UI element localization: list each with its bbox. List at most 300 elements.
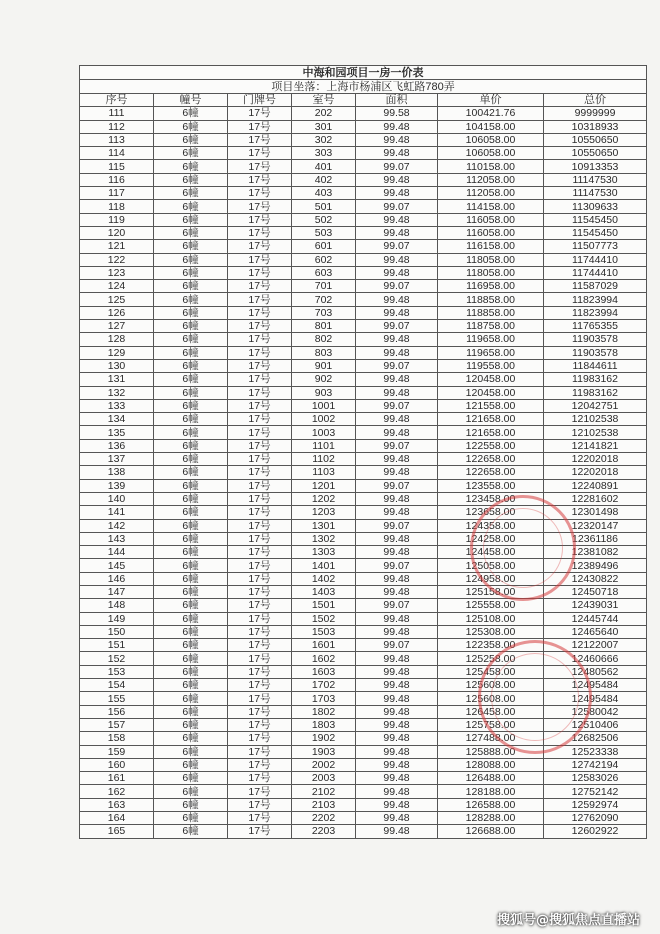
seq-cell: 141 bbox=[80, 506, 154, 519]
table-row bbox=[80, 359, 647, 372]
room-no-cell: 901 bbox=[292, 359, 356, 372]
building-cell: 6幢 bbox=[154, 599, 228, 612]
table-row bbox=[80, 120, 647, 133]
area-cell: 99.48 bbox=[356, 173, 438, 186]
door-no-cell: 17号 bbox=[228, 798, 292, 811]
unit-price-cell: 116058.00 bbox=[438, 213, 544, 226]
unit-price-cell: 100421.76 bbox=[438, 107, 544, 120]
seq-cell: 159 bbox=[80, 745, 154, 758]
total-price-cell: 12202018 bbox=[544, 453, 647, 466]
area-cell: 99.07 bbox=[356, 439, 438, 452]
unit-price-cell: 125608.00 bbox=[438, 679, 544, 692]
door-no-cell: 17号 bbox=[228, 346, 292, 359]
unit-price-cell: 122358.00 bbox=[438, 639, 544, 652]
header-room-no: 室号 bbox=[292, 94, 356, 107]
unit-price-cell: 125608.00 bbox=[438, 692, 544, 705]
room-no-cell: 2202 bbox=[292, 812, 356, 825]
door-no-cell: 17号 bbox=[228, 147, 292, 160]
table-row bbox=[80, 639, 647, 652]
room-no-cell: 702 bbox=[292, 293, 356, 306]
header-building: 幢号 bbox=[154, 94, 228, 107]
seq-cell: 163 bbox=[80, 798, 154, 811]
building-cell: 6幢 bbox=[154, 187, 228, 200]
total-price-cell: 10318933 bbox=[544, 120, 647, 133]
total-price-cell: 12042751 bbox=[544, 399, 647, 412]
total-price-cell: 11903578 bbox=[544, 333, 647, 346]
total-price-cell: 11903578 bbox=[544, 346, 647, 359]
seq-cell: 120 bbox=[80, 226, 154, 239]
building-cell: 6幢 bbox=[154, 173, 228, 186]
unit-price-cell: 104158.00 bbox=[438, 120, 544, 133]
total-price-cell: 12445744 bbox=[544, 612, 647, 625]
unit-price-cell: 124958.00 bbox=[438, 572, 544, 585]
door-no-cell: 17号 bbox=[228, 479, 292, 492]
total-price-cell: 12281602 bbox=[544, 492, 647, 505]
title-row bbox=[80, 66, 647, 80]
seq-cell: 122 bbox=[80, 253, 154, 266]
area-cell: 99.48 bbox=[356, 772, 438, 785]
table-row bbox=[80, 758, 647, 771]
table-row bbox=[80, 812, 647, 825]
building-cell: 6幢 bbox=[154, 559, 228, 572]
total-price-cell: 12361186 bbox=[544, 532, 647, 545]
seq-cell: 126 bbox=[80, 306, 154, 319]
table-row bbox=[80, 479, 647, 492]
table-row bbox=[80, 732, 647, 745]
building-cell: 6幢 bbox=[154, 399, 228, 412]
seq-cell: 151 bbox=[80, 639, 154, 652]
column-header-row bbox=[80, 94, 647, 107]
door-no-cell: 17号 bbox=[228, 745, 292, 758]
table-row bbox=[80, 506, 647, 519]
door-no-cell: 17号 bbox=[228, 506, 292, 519]
area-cell: 99.07 bbox=[356, 320, 438, 333]
table-row bbox=[80, 599, 647, 612]
total-price-cell: 12122007 bbox=[544, 639, 647, 652]
seq-cell: 145 bbox=[80, 559, 154, 572]
area-cell: 99.07 bbox=[356, 240, 438, 253]
header-seq: 序号 bbox=[80, 94, 154, 107]
building-cell: 6幢 bbox=[154, 306, 228, 319]
unit-price-cell: 125888.00 bbox=[438, 745, 544, 758]
building-cell: 6幢 bbox=[154, 147, 228, 160]
unit-price-cell: 123458.00 bbox=[438, 492, 544, 505]
area-cell: 99.48 bbox=[356, 812, 438, 825]
door-no-cell: 17号 bbox=[228, 107, 292, 120]
area-cell: 99.48 bbox=[356, 492, 438, 505]
building-cell: 6幢 bbox=[154, 479, 228, 492]
total-price-cell: 12301498 bbox=[544, 506, 647, 519]
area-cell: 99.48 bbox=[356, 785, 438, 798]
total-price-cell: 11823994 bbox=[544, 293, 647, 306]
door-no-cell: 17号 bbox=[228, 373, 292, 386]
building-cell: 6幢 bbox=[154, 346, 228, 359]
table-row bbox=[80, 439, 647, 452]
area-cell: 99.48 bbox=[356, 466, 438, 479]
room-no-cell: 1502 bbox=[292, 612, 356, 625]
area-cell: 99.07 bbox=[356, 519, 438, 532]
unit-price-cell: 121658.00 bbox=[438, 426, 544, 439]
unit-price-cell: 120458.00 bbox=[438, 373, 544, 386]
unit-price-cell: 120458.00 bbox=[438, 386, 544, 399]
table-row bbox=[80, 559, 647, 572]
building-cell: 6幢 bbox=[154, 200, 228, 213]
unit-price-cell: 118858.00 bbox=[438, 306, 544, 319]
door-no-cell: 17号 bbox=[228, 572, 292, 585]
room-no-cell: 1703 bbox=[292, 692, 356, 705]
table-row bbox=[80, 386, 647, 399]
seq-cell: 137 bbox=[80, 453, 154, 466]
door-no-cell: 17号 bbox=[228, 413, 292, 426]
door-no-cell: 17号 bbox=[228, 585, 292, 598]
area-cell: 99.48 bbox=[356, 147, 438, 160]
unit-price-cell: 124458.00 bbox=[438, 546, 544, 559]
seq-cell: 147 bbox=[80, 585, 154, 598]
total-price-cell: 10550650 bbox=[544, 133, 647, 146]
table-row bbox=[80, 160, 647, 173]
table-row bbox=[80, 373, 647, 386]
table-row bbox=[80, 679, 647, 692]
total-price-cell: 12102538 bbox=[544, 426, 647, 439]
room-no-cell: 301 bbox=[292, 120, 356, 133]
area-cell: 99.07 bbox=[356, 280, 438, 293]
price-list-table bbox=[79, 65, 647, 839]
table-row bbox=[80, 266, 647, 279]
building-cell: 6幢 bbox=[154, 625, 228, 638]
unit-price-cell: 112058.00 bbox=[438, 187, 544, 200]
building-cell: 6幢 bbox=[154, 107, 228, 120]
building-cell: 6幢 bbox=[154, 546, 228, 559]
area-cell: 99.48 bbox=[356, 679, 438, 692]
room-no-cell: 1602 bbox=[292, 652, 356, 665]
building-cell: 6幢 bbox=[154, 585, 228, 598]
door-no-cell: 17号 bbox=[228, 200, 292, 213]
area-cell: 99.48 bbox=[356, 705, 438, 718]
room-no-cell: 1402 bbox=[292, 572, 356, 585]
total-price-cell: 12580042 bbox=[544, 705, 647, 718]
unit-price-cell: 125158.00 bbox=[438, 585, 544, 598]
total-price-cell: 11545450 bbox=[544, 226, 647, 239]
area-cell: 99.48 bbox=[356, 426, 438, 439]
unit-price-cell: 123658.00 bbox=[438, 506, 544, 519]
total-price-cell: 11309633 bbox=[544, 200, 647, 213]
unit-price-cell: 118058.00 bbox=[438, 253, 544, 266]
unit-price-cell: 112058.00 bbox=[438, 173, 544, 186]
room-no-cell: 302 bbox=[292, 133, 356, 146]
seq-cell: 142 bbox=[80, 519, 154, 532]
room-no-cell: 1203 bbox=[292, 506, 356, 519]
total-price-cell: 11147530 bbox=[544, 173, 647, 186]
seq-cell: 138 bbox=[80, 466, 154, 479]
room-no-cell: 2002 bbox=[292, 758, 356, 771]
unit-price-cell: 114158.00 bbox=[438, 200, 544, 213]
door-no-cell: 17号 bbox=[228, 679, 292, 692]
room-no-cell: 902 bbox=[292, 373, 356, 386]
door-no-cell: 17号 bbox=[228, 333, 292, 346]
room-no-cell: 903 bbox=[292, 386, 356, 399]
seq-cell: 121 bbox=[80, 240, 154, 253]
total-price-cell: 12141821 bbox=[544, 439, 647, 452]
room-no-cell: 803 bbox=[292, 346, 356, 359]
total-price-cell: 12480562 bbox=[544, 665, 647, 678]
unit-price-cell: 125458.00 bbox=[438, 665, 544, 678]
door-no-cell: 17号 bbox=[228, 812, 292, 825]
area-cell: 99.48 bbox=[356, 253, 438, 266]
table-row bbox=[80, 532, 647, 545]
building-cell: 6幢 bbox=[154, 160, 228, 173]
seq-cell: 135 bbox=[80, 426, 154, 439]
area-cell: 99.48 bbox=[356, 745, 438, 758]
room-no-cell: 1902 bbox=[292, 732, 356, 745]
total-price-cell: 12682506 bbox=[544, 732, 647, 745]
total-price-cell: 11744410 bbox=[544, 253, 647, 266]
seq-cell: 119 bbox=[80, 213, 154, 226]
door-no-cell: 17号 bbox=[228, 532, 292, 545]
door-no-cell: 17号 bbox=[228, 612, 292, 625]
area-cell: 99.48 bbox=[356, 758, 438, 771]
seq-cell: 149 bbox=[80, 612, 154, 625]
door-no-cell: 17号 bbox=[228, 705, 292, 718]
room-no-cell: 602 bbox=[292, 253, 356, 266]
room-no-cell: 703 bbox=[292, 306, 356, 319]
table-row bbox=[80, 705, 647, 718]
table-row bbox=[80, 200, 647, 213]
room-no-cell: 1403 bbox=[292, 585, 356, 598]
area-cell: 99.07 bbox=[356, 200, 438, 213]
unit-price-cell: 118758.00 bbox=[438, 320, 544, 333]
table-row bbox=[80, 147, 647, 160]
room-no-cell: 1002 bbox=[292, 413, 356, 426]
seq-cell: 155 bbox=[80, 692, 154, 705]
room-no-cell: 402 bbox=[292, 173, 356, 186]
door-no-cell: 17号 bbox=[228, 492, 292, 505]
building-cell: 6幢 bbox=[154, 386, 228, 399]
building-cell: 6幢 bbox=[154, 266, 228, 279]
unit-price-cell: 116958.00 bbox=[438, 280, 544, 293]
seq-cell: 130 bbox=[80, 359, 154, 372]
unit-price-cell: 128288.00 bbox=[438, 812, 544, 825]
unit-price-cell: 122558.00 bbox=[438, 439, 544, 452]
unit-price-cell: 121658.00 bbox=[438, 413, 544, 426]
room-no-cell: 1603 bbox=[292, 665, 356, 678]
door-no-cell: 17号 bbox=[228, 399, 292, 412]
area-cell: 99.48 bbox=[356, 665, 438, 678]
total-price-cell: 12240891 bbox=[544, 479, 647, 492]
room-no-cell: 401 bbox=[292, 160, 356, 173]
unit-price-cell: 122658.00 bbox=[438, 466, 544, 479]
table-row bbox=[80, 718, 647, 731]
room-no-cell: 303 bbox=[292, 147, 356, 160]
room-no-cell: 1702 bbox=[292, 679, 356, 692]
building-cell: 6幢 bbox=[154, 413, 228, 426]
room-no-cell: 1601 bbox=[292, 639, 356, 652]
room-no-cell: 502 bbox=[292, 213, 356, 226]
door-no-cell: 17号 bbox=[228, 226, 292, 239]
seq-cell: 116 bbox=[80, 173, 154, 186]
total-price-cell: 11983162 bbox=[544, 386, 647, 399]
unit-price-cell: 125758.00 bbox=[438, 718, 544, 731]
total-price-cell: 12439031 bbox=[544, 599, 647, 612]
door-no-cell: 17号 bbox=[228, 692, 292, 705]
seq-cell: 156 bbox=[80, 705, 154, 718]
room-no-cell: 1401 bbox=[292, 559, 356, 572]
room-no-cell: 2203 bbox=[292, 825, 356, 838]
room-no-cell: 1201 bbox=[292, 479, 356, 492]
total-price-cell: 12523338 bbox=[544, 745, 647, 758]
header-total-price: 总价 bbox=[544, 94, 647, 107]
unit-price-cell: 122658.00 bbox=[438, 453, 544, 466]
unit-price-cell: 125558.00 bbox=[438, 599, 544, 612]
seq-cell: 111 bbox=[80, 107, 154, 120]
unit-price-cell: 126588.00 bbox=[438, 798, 544, 811]
table-row bbox=[80, 785, 647, 798]
total-price-cell: 9999999 bbox=[544, 107, 647, 120]
total-price-cell: 12430822 bbox=[544, 572, 647, 585]
building-cell: 6幢 bbox=[154, 532, 228, 545]
total-price-cell: 11983162 bbox=[544, 373, 647, 386]
building-cell: 6幢 bbox=[154, 506, 228, 519]
total-price-cell: 11744410 bbox=[544, 266, 647, 279]
area-cell: 99.07 bbox=[356, 359, 438, 372]
unit-price-cell: 119658.00 bbox=[438, 333, 544, 346]
seq-cell: 160 bbox=[80, 758, 154, 771]
room-no-cell: 1303 bbox=[292, 546, 356, 559]
table-row bbox=[80, 187, 647, 200]
table-row bbox=[80, 293, 647, 306]
seq-cell: 129 bbox=[80, 346, 154, 359]
area-cell: 99.48 bbox=[356, 187, 438, 200]
seq-cell: 140 bbox=[80, 492, 154, 505]
door-no-cell: 17号 bbox=[228, 559, 292, 572]
total-price-cell: 12583026 bbox=[544, 772, 647, 785]
room-no-cell: 802 bbox=[292, 333, 356, 346]
table-row bbox=[80, 240, 647, 253]
area-cell: 99.48 bbox=[356, 226, 438, 239]
area-cell: 99.48 bbox=[356, 585, 438, 598]
door-no-cell: 17号 bbox=[228, 173, 292, 186]
room-no-cell: 1102 bbox=[292, 453, 356, 466]
seq-cell: 158 bbox=[80, 732, 154, 745]
seq-cell: 150 bbox=[80, 625, 154, 638]
door-no-cell: 17号 bbox=[228, 306, 292, 319]
header-unit-price: 单价 bbox=[438, 94, 544, 107]
building-cell: 6幢 bbox=[154, 825, 228, 838]
area-cell: 99.48 bbox=[356, 293, 438, 306]
area-cell: 99.07 bbox=[356, 479, 438, 492]
building-cell: 6幢 bbox=[154, 785, 228, 798]
total-price-cell: 12202018 bbox=[544, 466, 647, 479]
source-watermark: 搜狐号@搜狐焦点直播站 bbox=[496, 913, 640, 928]
building-cell: 6幢 bbox=[154, 373, 228, 386]
table-row bbox=[80, 745, 647, 758]
room-no-cell: 501 bbox=[292, 200, 356, 213]
seq-cell: 161 bbox=[80, 772, 154, 785]
building-cell: 6幢 bbox=[154, 798, 228, 811]
room-no-cell: 1301 bbox=[292, 519, 356, 532]
building-cell: 6幢 bbox=[154, 612, 228, 625]
building-cell: 6幢 bbox=[154, 665, 228, 678]
seq-cell: 124 bbox=[80, 280, 154, 293]
total-price-cell: 12381082 bbox=[544, 546, 647, 559]
room-no-cell: 503 bbox=[292, 226, 356, 239]
unit-price-cell: 125258.00 bbox=[438, 652, 544, 665]
seq-cell: 114 bbox=[80, 147, 154, 160]
table-row bbox=[80, 399, 647, 412]
building-cell: 6幢 bbox=[154, 772, 228, 785]
table-row bbox=[80, 426, 647, 439]
unit-price-cell: 119658.00 bbox=[438, 346, 544, 359]
door-no-cell: 17号 bbox=[228, 639, 292, 652]
seq-cell: 152 bbox=[80, 652, 154, 665]
door-no-cell: 17号 bbox=[228, 240, 292, 253]
room-no-cell: 603 bbox=[292, 266, 356, 279]
seq-cell: 139 bbox=[80, 479, 154, 492]
seq-cell: 154 bbox=[80, 679, 154, 692]
seq-cell: 162 bbox=[80, 785, 154, 798]
door-no-cell: 17号 bbox=[228, 732, 292, 745]
unit-price-cell: 116158.00 bbox=[438, 240, 544, 253]
building-cell: 6幢 bbox=[154, 359, 228, 372]
building-cell: 6幢 bbox=[154, 226, 228, 239]
building-cell: 6幢 bbox=[154, 280, 228, 293]
seq-cell: 113 bbox=[80, 133, 154, 146]
location-row bbox=[80, 80, 647, 94]
table-row bbox=[80, 213, 647, 226]
door-no-cell: 17号 bbox=[228, 453, 292, 466]
total-price-cell: 11765355 bbox=[544, 320, 647, 333]
door-no-cell: 17号 bbox=[228, 386, 292, 399]
document-title: 中海和园项目一房一价表 bbox=[80, 66, 647, 80]
seq-cell: 118 bbox=[80, 200, 154, 213]
room-no-cell: 1803 bbox=[292, 718, 356, 731]
total-price-cell: 11507773 bbox=[544, 240, 647, 253]
unit-price-cell: 125308.00 bbox=[438, 625, 544, 638]
door-no-cell: 17号 bbox=[228, 625, 292, 638]
total-price-cell: 11823994 bbox=[544, 306, 647, 319]
room-no-cell: 202 bbox=[292, 107, 356, 120]
door-no-cell: 17号 bbox=[228, 253, 292, 266]
total-price-cell: 12102538 bbox=[544, 413, 647, 426]
table-row bbox=[80, 612, 647, 625]
door-no-cell: 17号 bbox=[228, 213, 292, 226]
building-cell: 6幢 bbox=[154, 758, 228, 771]
total-price-cell: 10550650 bbox=[544, 147, 647, 160]
total-price-cell: 11147530 bbox=[544, 187, 647, 200]
price-rows bbox=[80, 107, 647, 838]
unit-price-cell: 121558.00 bbox=[438, 399, 544, 412]
door-no-cell: 17号 bbox=[228, 120, 292, 133]
room-no-cell: 1802 bbox=[292, 705, 356, 718]
seq-cell: 117 bbox=[80, 187, 154, 200]
building-cell: 6幢 bbox=[154, 133, 228, 146]
area-cell: 99.48 bbox=[356, 652, 438, 665]
room-no-cell: 1501 bbox=[292, 599, 356, 612]
building-cell: 6幢 bbox=[154, 333, 228, 346]
area-cell: 99.48 bbox=[356, 532, 438, 545]
area-cell: 99.48 bbox=[356, 625, 438, 638]
building-cell: 6幢 bbox=[154, 718, 228, 731]
total-price-cell: 12742194 bbox=[544, 758, 647, 771]
total-price-cell: 12495484 bbox=[544, 679, 647, 692]
door-no-cell: 17号 bbox=[228, 718, 292, 731]
area-cell: 99.48 bbox=[356, 732, 438, 745]
unit-price-cell: 118058.00 bbox=[438, 266, 544, 279]
area-cell: 99.48 bbox=[356, 306, 438, 319]
area-cell: 99.48 bbox=[356, 506, 438, 519]
unit-price-cell: 127488.00 bbox=[438, 732, 544, 745]
area-cell: 99.07 bbox=[356, 559, 438, 572]
unit-price-cell: 123558.00 bbox=[438, 479, 544, 492]
